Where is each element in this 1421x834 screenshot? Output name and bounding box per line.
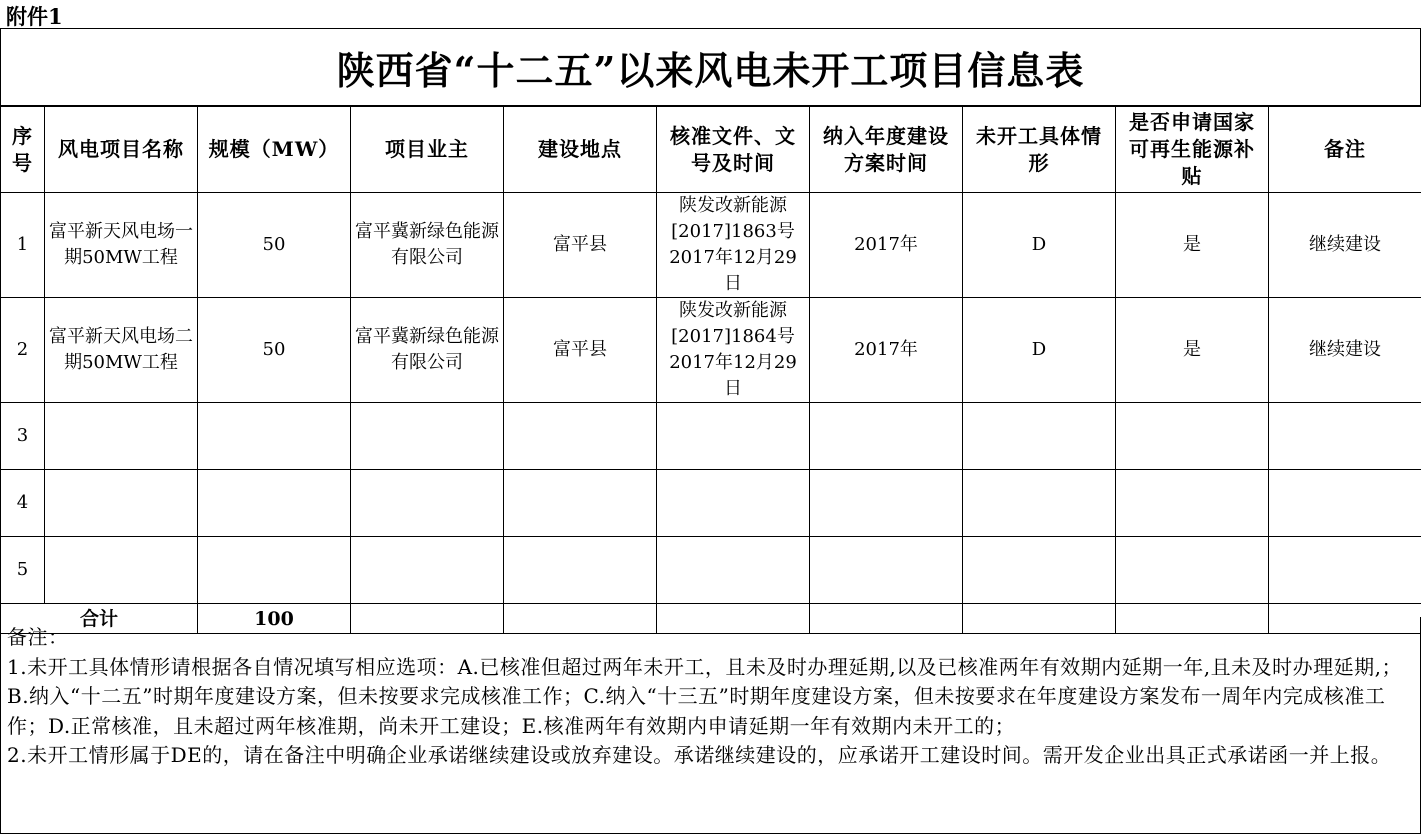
table-row	[1, 298, 1421, 403]
cell-location	[504, 470, 657, 537]
cell-approval	[657, 470, 810, 537]
header-owner: 项目业主	[351, 107, 504, 193]
header-status: 未开工具体情形	[963, 107, 1116, 193]
project-table	[0, 106, 1421, 634]
table-row	[1, 537, 1421, 604]
cell-status: D	[963, 298, 1116, 403]
cell-subsidy	[1116, 403, 1269, 470]
cell-remark	[1269, 537, 1421, 604]
cell-name	[45, 537, 198, 604]
table-row	[1, 193, 1421, 298]
page-title: 陕西省“十二五”以来风电未开工项目信息表	[336, 47, 1085, 93]
cell-owner: 富平冀新绿色能源有限公司	[351, 193, 504, 298]
cell-approval: 陕发改新能源[2017]1863号2017年12月29日	[657, 193, 810, 298]
cell-scale: 50	[198, 193, 351, 298]
cell-location: 富平县	[504, 193, 657, 298]
cell-subsidy: 是	[1116, 298, 1269, 403]
cell-status	[963, 537, 1116, 604]
cell-remark	[1269, 403, 1421, 470]
cell-name: 富平新天风电场一期50MW工程	[45, 193, 198, 298]
header-remark: 备注	[1269, 107, 1421, 193]
header-location: 建设地点	[504, 107, 657, 193]
notes-heading: 备注：	[7, 625, 69, 649]
header-seq: 序号	[1, 107, 45, 193]
header-name: 风电项目名称	[45, 107, 198, 193]
cell-scale	[198, 537, 351, 604]
cell-subsidy	[1116, 470, 1269, 537]
cell-status	[963, 403, 1116, 470]
cell-seq: 1	[1, 193, 45, 298]
cell-location: 富平县	[504, 298, 657, 403]
cell-seq: 4	[1, 470, 45, 537]
cell-plan-time	[810, 403, 963, 470]
cell-subsidy: 是	[1116, 193, 1269, 298]
cell-name	[45, 470, 198, 537]
cell-owner	[351, 470, 504, 537]
cell-approval: 陕发改新能源[2017]1864号2017年12月29日	[657, 298, 810, 403]
cell-seq: 5	[1, 537, 45, 604]
cell-scale	[198, 470, 351, 537]
cell-seq: 2	[1, 298, 45, 403]
notes-section	[0, 617, 1421, 834]
cell-name	[45, 403, 198, 470]
cell-plan-time	[810, 470, 963, 537]
attachment-label: 附件1	[6, 4, 63, 29]
notes-item-1: 1.未开工具体情形请根据各自情况填写相应选项：A.已核准但超过两年未开工，且未及时办理延期,以及已核准两年有效期内延期一年,且未及时办理延期,；B.纳入“十二五”时期年度建设方案，但未按要求完成核准工作；C.纳入“十三五”时期年度建设方案，但未按要求在年度建设方案发布一周年内完成核准工作；D.正常核准，且未超过两年核准期，尚未开工建设；E.核准两年有效期内申请延期一年有效期内未开工的；	[7, 654, 1402, 738]
cell-approval	[657, 537, 810, 604]
cell-location	[504, 403, 657, 470]
cell-scale: 50	[198, 298, 351, 403]
cell-remark	[1269, 470, 1421, 537]
cell-plan-time: 2017年	[810, 298, 963, 403]
cell-seq: 3	[1, 403, 45, 470]
cell-owner: 富平冀新绿色能源有限公司	[351, 298, 504, 403]
table-row	[1, 403, 1421, 470]
cell-subsidy	[1116, 537, 1269, 604]
table-header-row	[1, 107, 1421, 193]
total-scale: 100	[198, 604, 351, 634]
cell-status: D	[963, 193, 1116, 298]
header-scale: 规模（MW）	[198, 107, 351, 193]
header-subsidy: 是否申请国家可再生能源补贴	[1116, 107, 1269, 193]
header-plan-time: 纳入年度建设方案时间	[810, 107, 963, 193]
cell-name: 富平新天风电场二期50MW工程	[45, 298, 198, 403]
cell-owner	[351, 403, 504, 470]
notes-item-2: 2.未开工情形属于DE的，请在备注中明确企业承诺继续建设或放弃建设。承诺继续建设的，应承诺开工建设时间。需开发企业出具正式承诺函一并上报。	[7, 743, 1392, 767]
table-row	[1, 470, 1421, 537]
cell-approval	[657, 403, 810, 470]
cell-scale	[198, 403, 351, 470]
cell-remark: 继续建设	[1269, 193, 1421, 298]
cell-remark: 继续建设	[1269, 298, 1421, 403]
cell-plan-time	[810, 537, 963, 604]
title-band	[0, 28, 1421, 106]
cell-location	[504, 537, 657, 604]
header-approval: 核准文件、文号及时间	[657, 107, 810, 193]
cell-status	[963, 470, 1116, 537]
cell-owner	[351, 537, 504, 604]
cell-plan-time: 2017年	[810, 193, 963, 298]
total-label: 合计	[1, 604, 198, 634]
